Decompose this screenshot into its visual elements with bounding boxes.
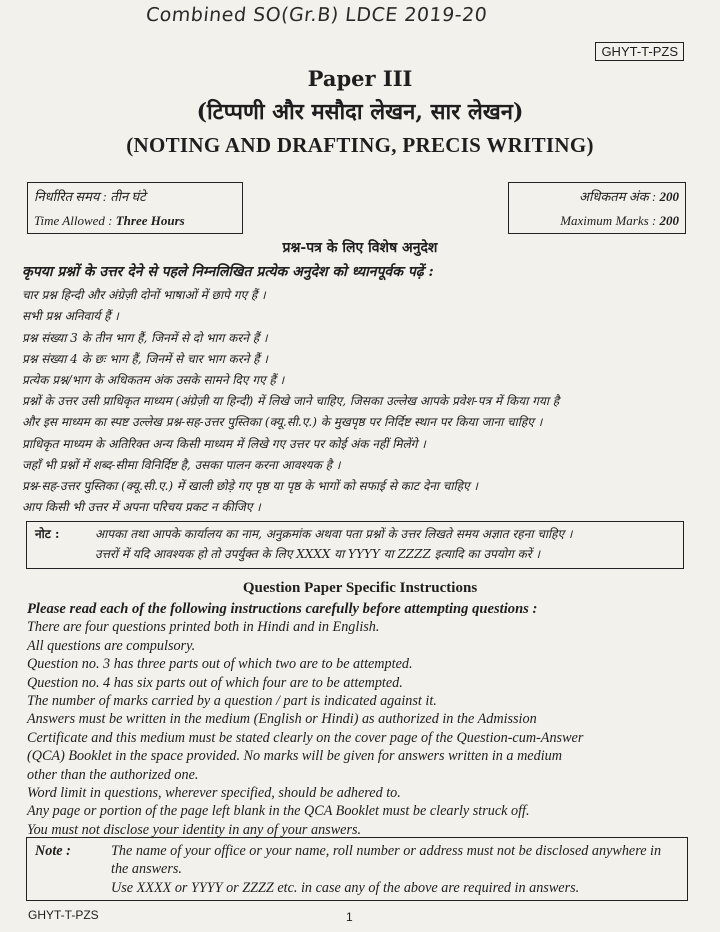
marks-english-label: Maximum Marks : — [560, 213, 657, 228]
english-instruction-item: Answers must be written in the medium (English or Hindi) as authorized in the Admission — [27, 711, 537, 728]
hindi-instruction-item: जहाँ भी प्रश्नों में शब्द-सीमा विनिर्दिष्ट है, उसका पालन करना आवश्यक है । — [22, 457, 341, 472]
marks-english-value: 200 — [659, 213, 679, 228]
hindi-instruction-item: सभी प्रश्न अनिवार्य हैं । — [22, 309, 119, 324]
english-instruction-item: You must not disclose your identity in any of your answers. — [27, 821, 362, 838]
hindi-note-line: आपका तथा आपके कार्यालय का नाम, अनुक्रमांक अथवा पता प्रश्नों के उत्तर लिखते समय अज्ञात रहना चाहिए । — [95, 527, 573, 541]
hindi-instructions — [22, 262, 702, 518]
marks-english — [509, 207, 685, 231]
marks-hindi — [509, 183, 685, 207]
english-instruction-item: The number of marks carried by a question / part is indicated against it. — [27, 693, 437, 710]
footer-paper-code: GHYT-T-PZS — [28, 908, 99, 922]
maximum-marks-box — [508, 182, 686, 234]
english-note-text: Use XXXX or YYYY or ZZZZ etc. in case any of the above are required in answers. — [111, 880, 580, 896]
english-instructions — [27, 600, 687, 839]
hindi-note-label: नोट : — [35, 527, 60, 541]
hindi-instruction-item: प्राधिकृत माध्यम के अतिरिक्त अन्य किसी माध्यम में लिखे गए उत्तर पर कोई अंक नहीं मिलेंगे । — [22, 436, 426, 451]
time-allowed-hindi — [28, 183, 242, 207]
paper-subject-hindi: (टिप्पणी और मसौदा लेखन, सार लेखन) — [196, 99, 524, 125]
english-instruction-item: Any page or portion of the page left blank in the QCA Booklet must be clearly struck off. — [27, 803, 530, 820]
english-instruction-item: other than the authorized one. — [27, 766, 199, 783]
page-number: 1 — [346, 910, 353, 924]
time-allowed-english — [28, 207, 242, 231]
handwritten-note: Combined SO(Gr.B) LDCE 2019-20 — [144, 4, 489, 26]
time-hindi-value: तीन घंटे — [110, 189, 146, 204]
hindi-instruction-item: प्रश्नों के उत्तर उसी प्राधिकृत माध्यम (अंग्रेज़ी या हिन्दी) में लिखे जाने चाहिए, जिसका उल्लेख आपके प्रवेश-पत्र में किया गया है — [22, 394, 560, 409]
english-note-box — [26, 837, 688, 901]
hindi-instruction-item: और इस माध्यम का स्पष्ट उल्लेख प्रश्न-सह-उत्तर पुस्तिका (क्यू.सी.ए.) के मुखपृष्ठ पर निर्दिष्ट स्थान पर किया जाना चाहिए । — [22, 415, 543, 430]
marks-hindi-label: अधिकतम अंक : — [579, 189, 657, 204]
hindi-instructions-lead: कृपया प्रश्नों के उत्तर देने से पहले निम्नलिखित प्रत्येक अनुदेश को ध्यानपूर्वक पढ़ें : — [22, 264, 434, 280]
hindi-instructions-heading: प्रश्न-पत्र के लिए विशेष अनुदेश — [282, 240, 438, 256]
hindi-instruction-item: प्रश्न संख्या 3 के तीन भाग हैं, जिनमें से दो भाग करने हैं । — [22, 330, 268, 345]
hindi-instruction-item: आप किसी भी उत्तर में अपना परिचय प्रकट न कीजिए । — [22, 500, 261, 515]
english-instructions-heading: Question Paper Specific Instructions — [242, 580, 478, 596]
paper-subject-english: (NOTING AND DRAFTING, PRECIS WRITING) — [126, 133, 594, 157]
hindi-instruction-item: प्रश्न संख्या 4 के छः भाग हैं, जिनमें से चार भाग करने हैं । — [22, 351, 268, 366]
english-instructions-lead: Please read each of the following instructions carefully before attempting questions : — [27, 601, 538, 617]
marks-hindi-value: 200 — [659, 189, 679, 204]
english-instruction-item: Certificate and this medium must be stated clearly on the cover page of the Question-cum-Answer — [27, 729, 584, 746]
english-instruction-item: (QCA) Booklet in the space provided. No marks will be given for answers written in a medium — [27, 748, 562, 765]
english-instruction-item: Question no. 3 has three parts out of which two are to be attempted. — [27, 656, 413, 673]
hindi-instruction-item: प्रत्येक प्रश्न/भाग के अधिकतम अंक उसके सामने दिए गए हैं । — [22, 373, 285, 388]
english-instruction-item: All questions are compulsory. — [27, 637, 196, 654]
paper-code-box: GHYT-T-PZS — [595, 42, 684, 61]
time-english-label: Time Allowed : — [34, 213, 113, 228]
english-note-text: The name of your office or your name, roll number or address must not be disclosed anywhere in the answers. — [111, 843, 662, 878]
paper-title: Paper III — [307, 66, 413, 91]
english-instruction-item: There are four questions printed both in Hindi and in English. — [27, 619, 380, 636]
time-allowed-box — [27, 182, 243, 234]
hindi-instruction-item: चार प्रश्न हिन्दी और अंग्रेज़ी दोनों भाषाओं में छापे गए हैं । — [22, 288, 266, 303]
hindi-note-box — [26, 521, 684, 569]
time-english-value: Three Hours — [115, 213, 185, 228]
hindi-instruction-item: प्रश्न-सह-उत्तर पुस्तिका (क्यू.सी.ए.) में खाली छोड़े गए पृष्ठ या पृष्ठ के भागों को सफाई से काट देना चाहिए । — [22, 479, 478, 494]
english-note-label: Note : — [35, 843, 71, 859]
english-instruction-item: Word limit in questions, wherever specified, should be adhered to. — [27, 785, 401, 802]
english-instruction-item: Question no. 4 has six parts out of which four are to be attempted. — [27, 674, 403, 691]
hindi-note-line: उत्तरों में यदि आवश्यक हो तो उपर्युक्त के लिए XXXX या YYYY या ZZZZ इत्यादि का उपयोग करें । — [95, 547, 541, 561]
time-hindi-label: निर्धारित समय : — [34, 189, 107, 204]
